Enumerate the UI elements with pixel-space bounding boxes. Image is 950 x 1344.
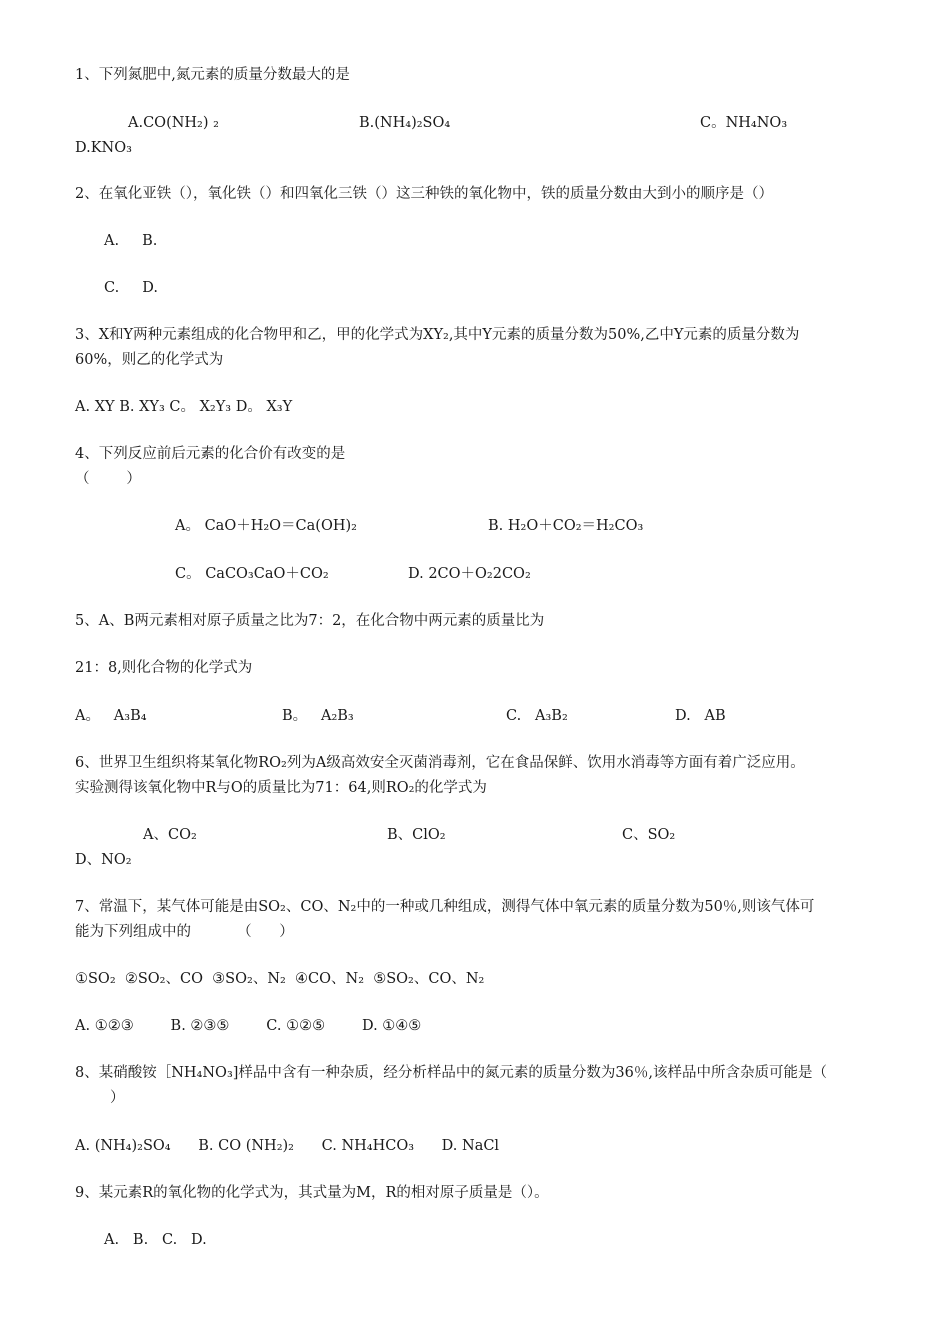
q6-option-b: B、ClO₂ bbox=[387, 827, 446, 843]
q4-option-b: B. H₂O＋CO₂＝H₂CO₃ bbox=[488, 518, 644, 534]
q1-option-a: A.CO(NH₂) ₂ bbox=[128, 115, 219, 131]
q9-options: A. B. C. D. bbox=[104, 1232, 207, 1248]
q7-combinations: ①SO₂ ②SO₂、CO ③SO₂、N₂ ④CO、N₂ ⑤SO₂、CO、N₂ bbox=[75, 971, 485, 987]
q5-option-b: B。 A₂B₃ bbox=[282, 708, 354, 724]
q2-options-cd: C. D. bbox=[104, 280, 158, 296]
q1-option-d: D.KNO₃ bbox=[75, 140, 132, 156]
q8-options: A. (NH₄)₂SO₄ B. CO (NH₂)₂ C. NH₄HCO₃ D. NaCl bbox=[75, 1138, 500, 1154]
q1-option-b: B.(NH₄)₂SO₄ bbox=[359, 115, 451, 131]
q4-stem: 4、下列反应前后元素的化合价有改变的是 bbox=[75, 446, 346, 462]
q6-option-a: A、CO₂ bbox=[143, 827, 197, 843]
q1-option-c: C。NH₄NO₃ bbox=[700, 115, 788, 131]
q5-option-a: A。 A₃B₄ bbox=[75, 708, 147, 724]
q7-options: A. ①②③ B. ②③⑤ C. ①②⑤ D. ①④⑤ bbox=[75, 1018, 422, 1034]
q8-stem-line2: ） bbox=[110, 1090, 125, 1106]
q8-stem-line1: 8、某硝酸铵［NH₄NO₃]样品中含有一种杂质，经分析样品中的氮元素的质量分数为36％,该样品中所含杂质可能是（ bbox=[75, 1065, 827, 1081]
q7-stem-line2: 能为下列组成中的 （ ） bbox=[75, 924, 294, 940]
q2-stem: 2、在氧化亚铁（），氧化铁（）和四氧化三铁（）这三种铁的氧化物中，铁的质量分数由大到小的顺序是（） bbox=[75, 186, 773, 202]
q3-stem-line1: 3、X和Y两种元素组成的化合物甲和乙，甲的化学式为XY₂,其中Y元素的质量分数为50%,乙中Y元素的质量分数为 bbox=[75, 327, 800, 343]
q5-option-c: C. A₃B₂ bbox=[506, 708, 568, 724]
q9-stem: 9、某元素R的氧化物的化学式为，其式量为M，R的相对原子质量是（）。 bbox=[75, 1185, 549, 1201]
q5-stem-line2: 21：8,则化合物的化学式为 bbox=[75, 660, 253, 676]
q5-option-d: D. AB bbox=[675, 708, 726, 724]
q4-option-c: C。 CaCO₃CaO＋CO₂ bbox=[175, 566, 329, 582]
q3-options: A. XY B. XY₃ C。 X₂Y₃ D。 X₃Y bbox=[75, 399, 293, 415]
q6-option-d: D、NO₂ bbox=[75, 852, 132, 868]
q2-options-ab: A. B. bbox=[104, 233, 158, 249]
q4-option-d: D. 2CO＋O₂2CO₂ bbox=[408, 566, 531, 582]
q5-stem-line1: 5、A、B两元素相对原子质量之比为7：2，在化合物中两元素的质量比为 bbox=[75, 613, 545, 629]
q7-stem-line1: 7、常温下，某气体可能是由SO₂、CO、N₂中的一种或几种组成，测得气体中氧元素的质量分数为50％,则该气体可 bbox=[75, 899, 815, 915]
q6-stem-line1: 6、世界卫生组织将某氧化物RO₂列为A级高效安全灭菌消毒剂，它在食品保鲜、饮用水消毒等方面有着广泛应用。 bbox=[75, 755, 805, 771]
q1-stem: 1、下列氮肥中,氮元素的质量分数最大的是 bbox=[75, 67, 350, 83]
q6-stem-line2: 实验测得该氧化物中R与O的质量比为71：64,则RO₂的化学式为 bbox=[75, 780, 487, 796]
q3-stem-line2: 60%，则乙的化学式为 bbox=[75, 352, 224, 368]
q6-option-c: C、SO₂ bbox=[622, 827, 676, 843]
q4-option-a: A。 CaO＋H₂O＝Ca(OH)₂ bbox=[175, 518, 357, 534]
q4-answer-paren: （ ） bbox=[75, 471, 141, 487]
